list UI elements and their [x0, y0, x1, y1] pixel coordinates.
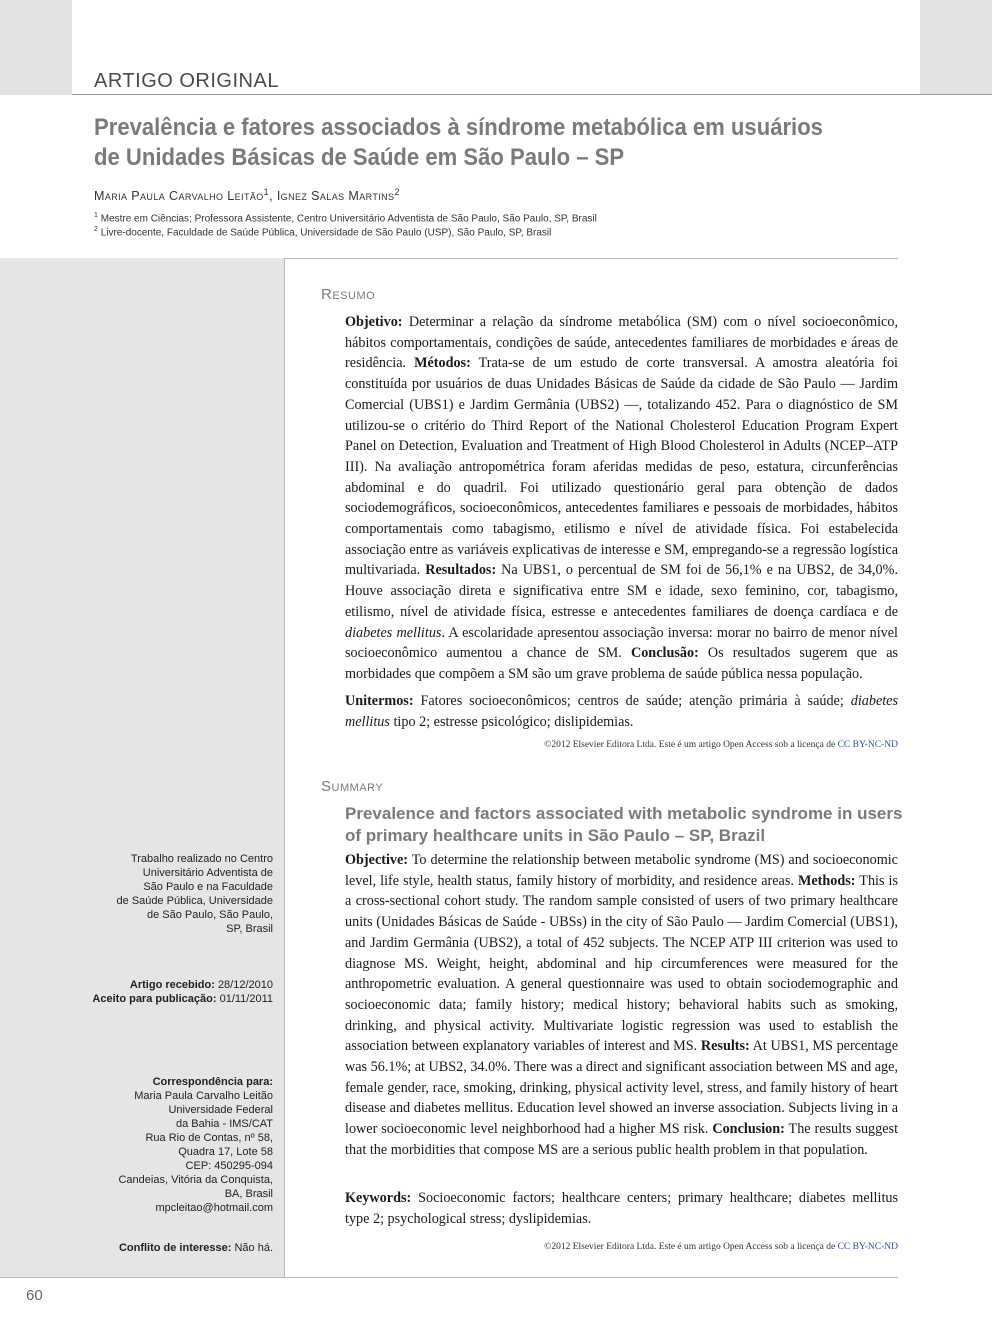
correspondence-line: Candeias, Vitória da Conquista,	[118, 1174, 273, 1186]
affiliation-1-marker: 1	[94, 212, 98, 219]
affiliation-2-marker: 2	[94, 226, 98, 233]
results-text: At UBS1, MS percentage was 56.1%; at UBS2, 34.0%. There was a direct and significant association between MS and age, female gender, race, smoking, drinking, physical activity level, stress, and family history of heart disease and diabetes mellitus. Education level showed an inverse association. Subjects living in a lower socioeconomic level neighborhood had a higher MS risk.	[345, 1038, 899, 1138]
results-label: Results:	[700, 1038, 750, 1055]
sidebar-work-info	[116, 852, 273, 936]
objective-label: Objective:	[345, 852, 409, 868]
english-title: Prevalence and factors associated with metabolic syndrome in users of primary healthcare units in São Paulo – SP, Brazil	[345, 804, 903, 845]
affiliation-1-text: Mestre em Ciências; Professora Assistente, Centro Universitário Adventista de São Paulo, São Paulo, SP, Brasil	[100, 213, 597, 225]
accepted-line	[92, 992, 273, 1006]
header-band-right	[920, 0, 992, 95]
bottom-rule	[0, 1277, 898, 1278]
methods-label: Methods:	[797, 872, 856, 889]
conclusao-text: Os resultados sugerem que as morbidades que compõem a SM são um grave problema de saúde pública nessa população.	[345, 645, 899, 682]
author-1-affiliation-marker: 1	[263, 187, 270, 197]
sidebar-work-line: Trabalho realizado no Centro	[130, 853, 273, 865]
article-title: Prevalência e fatores associados à síndrome metabólica em usuários de Unidades Básicas de Saúde em São Paulo – SP	[94, 114, 823, 171]
conflict-line	[119, 1241, 273, 1255]
sidebar-conflict	[119, 1241, 273, 1255]
resultados-italic: diabetes mellitus	[345, 624, 442, 641]
resultados-text-end: . A escolaridade apresentou associação inversa: morar no bairro de menor nível socioeconômico aumentou a chance de SM.	[345, 624, 898, 662]
author-2-affiliation-marker: 2	[394, 187, 400, 197]
summary-abstract	[345, 850, 898, 1161]
column-divider	[284, 258, 285, 1278]
correspondence-email[interactable]: mpcleitao@hotmail.com	[155, 1202, 273, 1214]
correspondence-label: Correspondência para:	[152, 1076, 273, 1088]
resumo-abstract	[345, 312, 898, 685]
affiliation-2-text: Livre-docente, Faculdade de Saúde Pública, Universidade de São Paulo (USP), São Paulo, SP, Brasil	[100, 227, 552, 239]
received-line	[92, 978, 273, 992]
objetivo-label: Objetivo:	[345, 314, 403, 330]
resultados-label: Resultados:	[425, 562, 497, 579]
correspondence-line: Rua Rio de Contas, nº 58,	[145, 1132, 273, 1144]
correspondence-line: da Bahia - IMS/CAT	[176, 1118, 273, 1130]
unitermos-label: Unitermos:	[345, 693, 414, 709]
author-1: Maria Paula Carvalho Leitão	[94, 189, 264, 204]
sidebar-work-line: Universitário Adventista de	[142, 867, 273, 879]
section-label: ARTIGO ORIGINAL	[94, 70, 279, 92]
license-link[interactable]: CC BY-NC-ND	[837, 1242, 898, 1252]
correspondence-line: Universidade Federal	[168, 1104, 273, 1116]
page-number: 60	[26, 1287, 43, 1304]
sidebar-dates	[92, 978, 273, 1006]
sidebar-work-line: São Paulo e na Faculdade	[143, 881, 273, 893]
header-rule	[72, 94, 992, 95]
resultados-text: Na UBS1, o percentual de SM foi de 56,1% e na UBS2, de 34,0%. Houve associação direta e significativa entre SM e idade, sexo feminino, cor, tabagismo, etilismo, nível de atividade física, estresse e antecedentes familiares de doença cardíaca e de	[345, 562, 899, 620]
author-separator: ,	[269, 189, 277, 204]
correspondence-line: BA, Brasil	[224, 1188, 273, 1200]
sidebar-work-line: de Saúde Pública, Universidade	[116, 895, 273, 907]
unitermos-text-end: tipo 2; estresse psicológico; dislipidemias.	[393, 713, 634, 730]
correspondence-line: CEP: 450295-094	[185, 1160, 273, 1172]
summary-heading: Summary	[321, 778, 384, 795]
authors	[94, 187, 400, 203]
summary-license	[544, 1242, 898, 1252]
resumo-license	[544, 740, 898, 750]
correspondence-line: Maria Paula Carvalho Leitão	[134, 1090, 273, 1102]
author-2: Ignez Salas Martins	[276, 189, 395, 204]
conclusao-label: Conclusão:	[630, 645, 699, 662]
affiliation-2	[94, 226, 551, 238]
metodos-text: Trata-se de um estudo de corte transversal. A amostra aleatória foi constituída por usuários de duas Unidades Básicas de Saúde da cidade de São Paulo — Jardim Comercial (UBS1) e Jardim Germânia (UBS2) —, totalizando 452. Para o diagnóstico de SM utilizou-se o critério do Third Report of the National Cholesterol Education Program Expert Panel on Detection, Evaluation and Treatment of High Blood Cholesterol in Adults (NCEP–ATP III). Na avaliação antropométrica foram aferidas medidas de peso, estatura, circunferências abdominal e do quadril. Foi utilizado questionário geral para obtenção de dados sociodemográficos, socioeconômicos, antecedentes familiares e pessoais de morbidades, hábitos comportamentais como tabagismo, etilismo e nível de atividade física. Foi estabelecida associação entre as variáveis explicativas de interesse e SM, empregando-se a regressão logística multivariada.	[345, 355, 898, 579]
objetivo-text: Determinar a relação da síndrome metabólica (SM) com o nível socioeconômico, hábitos comportamentais, condições de saúde, antecedentes familiares de morbidades e áreas de residência.	[345, 314, 898, 372]
license-link[interactable]: CC BY-NC-ND	[837, 740, 898, 750]
license-text: ©2012 Elsevier Editora Ltda. Este é um artigo Open Access sob a licença de	[544, 740, 836, 750]
affiliation-1	[94, 212, 597, 224]
header-band-left	[0, 0, 72, 95]
keywords	[345, 1188, 898, 1229]
unitermos	[345, 691, 898, 732]
conflict-label: Conflito de interesse:	[118, 1242, 232, 1254]
main-top-rule	[284, 258, 898, 259]
unitermos-text: Fatores socioeconômicos; centros de saúde; atenção primária à saúde;	[420, 693, 844, 709]
methods-text: This is a cross-sectional cohort study. The random sample consisted of users of two primary healthcare units (Unidades Básicas de Saúde - UBSs) in the city of São Paulo — Jardim Comercial (UBS1), and Jardim Germânia (UBS2), a total of 452 subjects. The NCEP ATP III criterion was used to diagnose MS. Weight, height, abdominal and hip circumferences were measured for the anthropometric evaluation. A general questionnaire was used to obtain sociodemographic and socioeconomic data; family history; medical history; behavioral habits such as smoking, drinking, and physical activity. Multivariate logistic regression was used to establish the association between explanatory variables of interest and MS.	[345, 872, 899, 1055]
resumo-heading: Resumo	[321, 286, 376, 303]
objective-text: To determine the relationship between metabolic syndrome (MS) and socioeconomic level, life style, health status, family history of morbidity, and residence areas.	[345, 852, 898, 889]
accepted-label: Aceito para publicação:	[92, 993, 217, 1005]
metodos-label: Métodos:	[414, 355, 471, 372]
unitermos-italic: diabetes mellitus	[345, 693, 898, 730]
sidebar-work-line: SP, Brasil	[226, 923, 273, 935]
received-date: 28/12/2010	[217, 979, 273, 991]
correspondence-line: Quadra 17, Lote 58	[178, 1146, 273, 1158]
keywords-text: Socioeconomic factors; healthcare centers; primary healthcare; diabetes mellitus type 2; psychological stress; dyslipidemias.	[345, 1190, 898, 1227]
sidebar-work-line: de São Paulo, São Paulo,	[147, 909, 273, 921]
conflict-value: Não há.	[234, 1242, 273, 1254]
accepted-date: 01/11/2011	[219, 993, 273, 1005]
keywords-label: Keywords:	[345, 1190, 412, 1206]
sidebar-correspondence	[118, 1075, 273, 1215]
license-text: ©2012 Elsevier Editora Ltda. Este é um artigo Open Access sob a licença de	[544, 1242, 836, 1252]
conclusion-text: The results suggest that the morbidities that compose MS are a serious public health problem in that population.	[345, 1121, 899, 1158]
conclusion-label: Conclusion:	[712, 1121, 785, 1138]
received-label: Artigo recebido:	[129, 979, 215, 991]
